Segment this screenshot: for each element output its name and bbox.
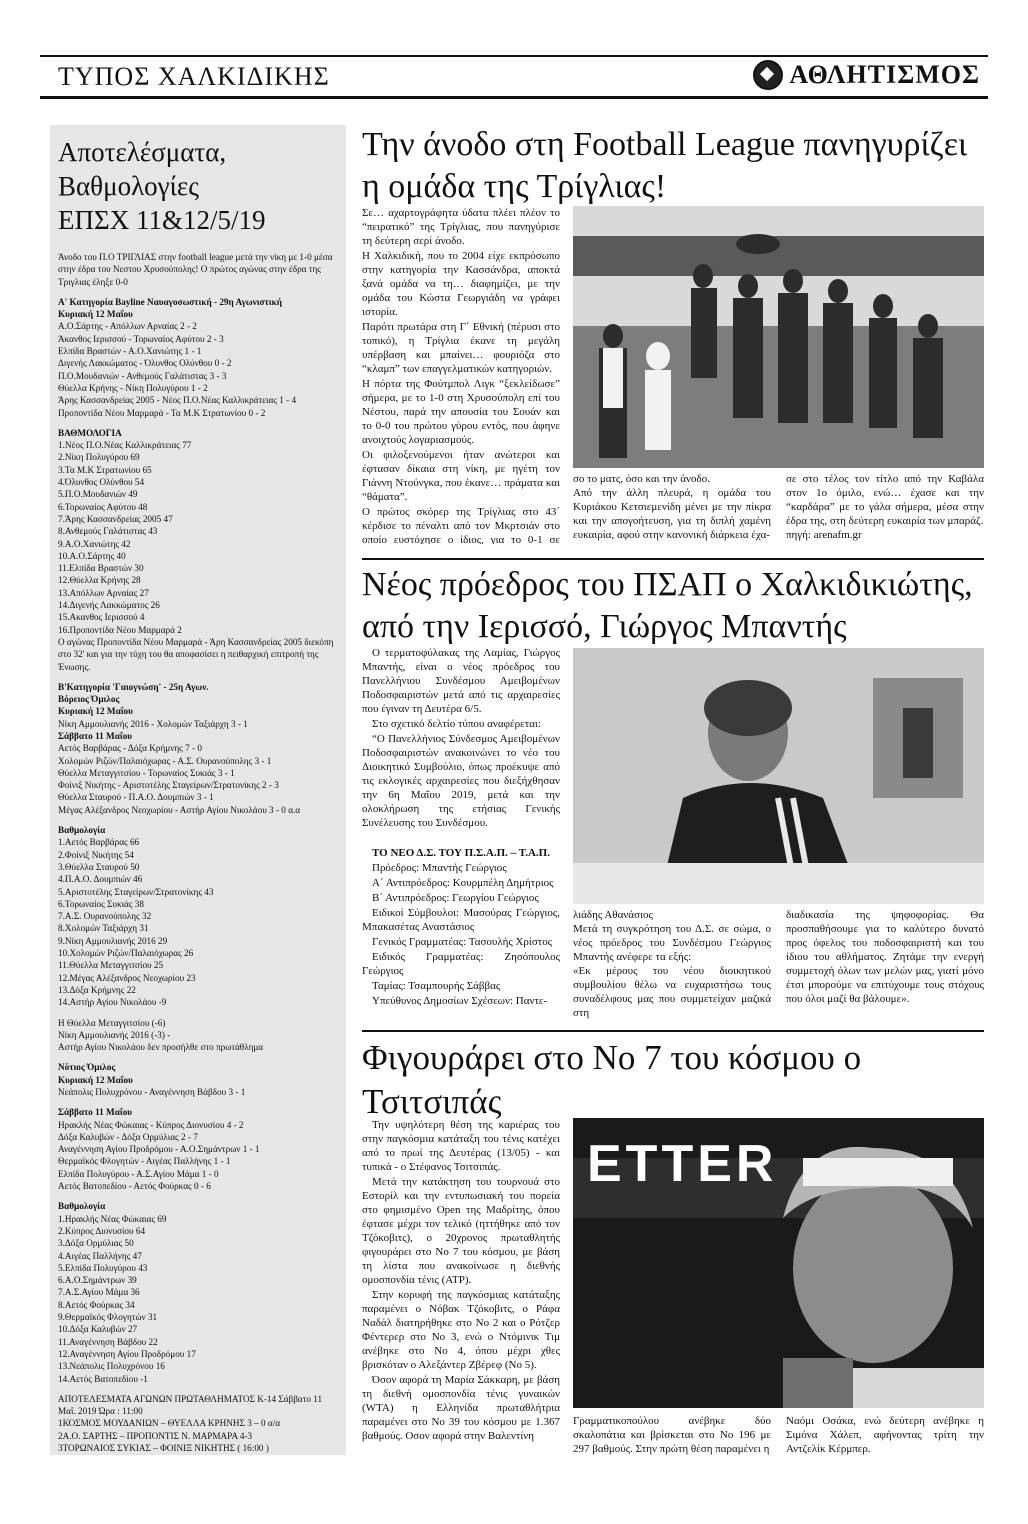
result-line: 6.Τορωναίος Αφύτου 48: [58, 501, 148, 512]
result-line: Ο αγώνας Προποντίδα Νέου Μαρμαρά - Άρη Κασσανδρείας 2005 διεκόπη στο 32' και για την τύχη του θα αποφασίσει η πειθαρχική επιτροπή της Ένωσης.: [58, 636, 334, 672]
result-line: Βαθμολογία: [58, 825, 106, 836]
result-line: 10.Χολομών Ριζών/Παλαιόχωρας 26: [58, 948, 194, 959]
article3-col2: Γραμματικοπούλου ανέβηκε δύο σκαλοπάτια και βρίσκεται στο Νο 196 με 297 βαθμούς. Στην πρώτη θέση παραμένει η: [573, 1415, 771, 1455]
result-line: Π.Ο.Μουδανιών - Ανθεμούς Γαλάτιστας 3 - 3: [58, 370, 227, 381]
section-title: [753, 60, 980, 90]
spacer: [58, 673, 340, 681]
results-list: [58, 251, 340, 1455]
trigia-celebration-photo: [573, 206, 984, 468]
result-line: 1.Ηρακλής Νέας Φώκαιας 69: [58, 1213, 167, 1224]
result-line: Αετός Βατοπεδίου - Αετός Φούρκας 0 - 6: [58, 1181, 211, 1192]
article-separator: [362, 558, 984, 560]
section-label: ΑΘΛΗΤΙΣΜΟΣ: [789, 60, 980, 89]
article2-headline: Νέος πρόεδρος του ΠΣΑΠ ο Χαλκιδικιώτης, από την Ιερισσό, Γιώργος Μπαντής: [362, 566, 973, 645]
result-line: 11.Ελπίδα Βραστών 30: [58, 563, 144, 574]
article2-col1: Ο τερματοφύλακας της Λαμίας, Γιώργος Μπαντής, είναι ο νέος πρόεδρος του Πανελλήνιου Συνδέσμου Αμειβομένων Ποδοσφαιριστών μετά από τις αρχαιρεσίες που έγιναν τη Δευτέρα 6/5. Στο σχετικό δελτίο τύπου αναφέρεται: “Ο Πανελλήνιος Σύνδεσμος Αμειβομένων Ποδοσφαιριστών ανακοινώνει το νέο του Διοικητικό Συμβούλιο, όπως προέκυψε από τις εκλογικές αρχαιρεσίες που διεξήχθησαν την 6η Μαΐου 2019, μετά και την ολοκλήρωση της ετήσιας Γενικής Συνέλευσης του Συνδέσμου. ΤΟ ΝΕΟ Δ.Σ. ΤΟΥ Π.Σ.Α.Π. – Τ.Α.Π. Πρόεδρος: Μπαντής Γεώργιος Α΄ Αντιπρόεδρος: Κουρμπέλη Δημήτριος Β΄ Αντιπρόεδρος: Γεωργίου Γεώργιος Ειδικοί Σύμβουλοι: Μασούρας Γεώργιος, Μπακασέτας Αναστάσιος Γενικός Γραμματέας: Τασουλής Χρίστος Ειδικός Γραμματέας: Ζησόπουλος Γεώργιος Ταμίας: Τσαμπουρής Σάββας Υπεύθυνος Δημοσίων Σχέσεων: Παντε-: [362, 647, 560, 1007]
result-line: 12.Μέγας Αλέξανδρος Νεοχωρίου 23: [58, 972, 196, 983]
result-line: 9.Θερμαϊκός Φλογητών 31: [58, 1312, 158, 1323]
spacer: [58, 816, 340, 824]
result-line: Αναγέννηση Αγίου Προδρόμου - Α.Ο.Σημάντρων 1 - 1: [58, 1144, 260, 1155]
result-line: Α' Κατηγορία Bayline Ναυαγοσωστική - 29η Αγωνιστική: [58, 296, 282, 307]
result-line: Διγενής Λακκώματος - Όλυνθος Ολύνθου 0 - 2: [58, 358, 232, 369]
celebration-image: [573, 206, 984, 468]
result-line: 7.Α.Σ. Ουρανούπολης 32: [58, 911, 152, 922]
tsitsipas-photo: [573, 1118, 984, 1408]
result-line: 14.Αστήρ Αγίου Νικολάου -9: [58, 997, 167, 1008]
spacer: [58, 419, 340, 427]
result-line: Νίκη Αμμουλιανής 2016 - Χολομών Ταξιάρχη 3 - 1: [58, 718, 248, 729]
result-line: 9.Α.Ο.Χανιώτης 42: [58, 538, 131, 549]
result-line: 11.Θύελλα Μεταγγιτσίου 25: [58, 960, 164, 971]
result-line: ΑΠΟΤΕΛΕΣΜΑΤΑ ΑΓΩΝΩΝ ΠΡΩΤΑΘΛΗΜΑΤΟΣ Κ-14 Σάββατο 11 Μαΐ. 2019 Ώρα : 11:00: [58, 1393, 323, 1417]
spacer: [58, 1009, 340, 1017]
result-line: Νεάπολις Πολυχρόνου - Αναγέννηση Βάβδου 3 - 1: [58, 1087, 246, 1097]
header-top-rule: [40, 55, 988, 57]
result-line: ΒΑΘΜΟΛΟΓΙΑ: [58, 427, 122, 438]
result-line: Σάββατο 11 Μαΐου: [58, 1107, 133, 1118]
result-line: Κυριακή 12 Μαΐου: [58, 309, 133, 320]
article3-col3: Ναόμι Οσάκα, ενώ δεύτερη ανέβηκε η Σιμόνα Χάλεπ, αφήνοντας τρίτη την Αντζελίκ Κέρμπερ.: [786, 1415, 984, 1455]
result-line: Κυριακή 12 Μαΐου: [58, 1074, 133, 1085]
result-line: 5.Π.Ο.Μουδανιών 49: [58, 489, 138, 500]
result-line: Θύελλα Κρήνης - Νίκη Πολυγύρου 1 - 2: [58, 382, 208, 393]
result-line: Νότιος Όμιλος: [58, 1062, 116, 1073]
result-line: 3.Θύελλα Σταυρού 50: [58, 861, 140, 872]
result-line: 4.Όλυνθος Ολύνθου 54: [58, 477, 145, 488]
result-line: 9.Νίκη Αμμουλιανής 2016 29: [58, 935, 168, 946]
result-line: Ελπίδα Βραστών - Α.Ο.Χανιώτης 1 - 1: [58, 346, 202, 357]
result-line: 7.Α.Σ.Αγίου Μάμα 36: [58, 1287, 140, 1298]
result-line: Ηρακλής Νέας Φώκαιας - Κύπρος Διονυσίου 4 - 2: [58, 1119, 244, 1130]
spacer: [58, 1098, 340, 1106]
result-line: 5.Αριστοτέλης Σταγείρων/Στρατονίκης 43: [58, 886, 214, 897]
header-bottom-rule: [40, 96, 988, 99]
result-line: Β'Κατηγορία 'Γαιογνώση' - 25η Αγων.: [58, 681, 209, 692]
result-line: Σάββατο 11 Μαΐου: [58, 730, 133, 741]
result-line: 4.Αιγέας Παλλήνης 47: [58, 1250, 142, 1261]
result-line: Θύελλα Μεταγγιτσίου - Τορωναίος Συκιάς 3 - 1: [58, 767, 235, 778]
result-line: Αετός Βαρβάρας - Δόξα Κρήμνης 7 - 0: [58, 743, 202, 754]
result-line: Μέγας Αλέξανδρος Νεοχωρίου - Αστήρ Αγίου Νικολάου 3 - 0 α.α: [58, 804, 301, 815]
article-separator: [362, 1030, 984, 1032]
result-line: Αστήρ Αγίου Νικολάου δεν προσήλθε στο πρωτάθλημα: [58, 1042, 264, 1053]
bantis-photo: [573, 648, 984, 904]
result-line: 3ΤΟΡΩΝΑΙΟΣ ΣΥΚΙΑΣ – ΦΟΙΝΙΞ ΝΙΚΗΤΗΣ ( 16:00 ): [58, 1443, 269, 1454]
spacer: [58, 1053, 340, 1061]
result-line: Δόξα Καλυβών - Δόξα Ορμύλιας 2 - 7: [58, 1131, 198, 1142]
result-line: Προποντίδα Νέου Μαρμαρά - Τα Μ.Κ Στρατωνίου 0 - 2: [58, 407, 266, 418]
result-line: 16.Προποντίδα Νέου Μαρμαρά 2: [58, 624, 182, 635]
result-line: 12.Θύελλα Κρήνης 28: [58, 575, 141, 586]
result-line: 10.Α.Ο.Σάρτης 40: [58, 550, 126, 561]
result-line: 2Α.Ο. ΣΑΡΤΗΣ – ΠΡΟΠΟΝΤΙΣ Ν. ΜΑΡΜΑΡΑ 4-3: [58, 1430, 253, 1441]
article3-col1: Την υψηλότερη θέση της καριέρας του στην παγκόσμια κατάταξη του τένις κατέχει από το πρωί της Δευτέρας (13/05) - και τυπικά - ο Στέφανος Τσιτσιπάς. Μετά την κατάκτηση του τουρνουά στο Εστορίλ και την εντυπωσιακή του πορεία στο φημισμένο Open της Μαδρίτης, όπου έφτασε μέχρι τον τελικό (ηττήθηκε από τον Τζόκοβιτς), ο 20χρονος πρωταθλητής φιγουράρει στο Νο 7 του κόσμου, με βάση τη λίστα που ανακοίνωσε η διεθνής ομοσπονδία τένις (ATP). Στην κορυφή της παγκόσμιας κατάταξης παραμένει ο Νόβακ Τζόκοβιτς, ο Ράφα Ναδάλ διατηρήθηκε στο Νο 2 και ο Ρότζερ Φέντερερ στο Νο 3, ενώ ο Ντόμινικ Τιμ ανέβηκε στο Νο 4, όπου μέχρι χθες βρισκόταν ο Αλεξάντερ Ζβέρεφ (Νο 5). Όσον αφορά τη Μαρία Σάκκαρη, με βάση τη διεθνή ομοσπονδία τένις γυναικών (WTA) η Ελληνίδα πρωταθλήτρια παραμένει στο Νο 39 του κόσμου με 1.367 βαθμούς. Οσον αφορά στην Βαλεντίνη: [362, 1119, 560, 1442]
result-line: 8.Αετός Φούρκας 34: [58, 1299, 135, 1310]
result-line: 15.Ακανθος Ιερισσού 4: [58, 612, 145, 623]
sidebar-title: Αποτελέσματα, Βαθμολογίες ΕΠΣΧ 11&12/5/19: [58, 137, 266, 235]
result-line: Θερμαϊκός Φλογητών - Αιγέας Παλλήνης 1 - 1: [58, 1156, 231, 1167]
result-line: 10.Δόξα Καλυβών 27: [58, 1324, 138, 1335]
result-line: Χολομών Ριζών/Παλαιόχωρας - Α.Σ. Ουρανούπολης 3 - 1: [58, 755, 272, 766]
result-line: 11.Αναγέννηση Βάβδου 22: [58, 1336, 158, 1347]
result-line: Άνοδο του Π.Ο ΤΡΙΓΛΙΑΣ στην football league μετά την νίκη με 1-0 μέσα στην έδρα του Νεστου Χρυσούπολης! Ο πρώτος αγώνας στην έδρα της Τριγλιας έληξε 0-0: [58, 252, 333, 287]
result-line: 2.Φοίνιξ Νικήτης 54: [58, 849, 134, 860]
article1-col3: σε στο τέλος τον τίτλο από την Καβάλα στον 1ο όμιλο, ενώ… έχασε και την “καρδάρα” με το γάλα σήμερα, μέσα στην έδρα της, στη δεύτερη ευκαιρία των μπαράζ. πηγή: arenafm.gr: [786, 473, 984, 541]
result-line: 14.Αετός Βατοπεδίου -1: [58, 1373, 148, 1384]
banner-text: ETTER: [587, 1135, 778, 1193]
result-line: 2.Κύπρος Διονυσίου 64: [58, 1225, 146, 1236]
result-line: 5.Ελπίδα Πολυγύρου 43: [58, 1262, 148, 1273]
result-line: 6.Α.Ο.Σημάντρων 39: [58, 1275, 137, 1286]
spacer: [58, 1192, 340, 1200]
result-line: Κυριακή 12 Μαΐου: [58, 706, 133, 717]
results-sidebar: [50, 125, 346, 1455]
result-line: 4.Π.Α.Ο. Δουμπιών 46: [58, 874, 143, 885]
result-line: [58, 1454, 340, 1455]
spacer: [58, 288, 340, 296]
result-line: 8.Ανθεμούς Γαλάτιστας 43: [58, 526, 158, 537]
article1-headline: Την άνοδο στη Football League πανηγυρίζει η ομάδα της Τρίγλιας!: [362, 126, 968, 205]
spacer: [58, 1385, 340, 1393]
result-line: 1.Νέος Π.Ο.Νέας Καλλικράτειας 77: [58, 440, 192, 451]
article2-col3: διαδικασία της ψηφοφορίας. Θα προσπαθήσουμε για το καλύτερο δυνατό προς όφελος του ποδοσφαιριστή και του ίδιου του αθλήματος. Ζητάμε την ενεργή συμμετοχή όλων των μελών μας, γιατί μόνο έτσι μπορούμε να επιτύχουμε τους στόχους που όλοι μαζί θα βάλουμε».: [786, 909, 984, 1005]
result-line: Νίκη Αμμουλιανής 2016 (-3) -: [58, 1029, 171, 1040]
result-line: 14.Διγενής Λακκώματος 26: [58, 600, 160, 611]
result-line: Βαθμολογία: [58, 1201, 106, 1212]
article2-col2: λιάδης Αθανάσιος Μετά τη συγκρότηση του Δ.Σ. σε σώμα, ο νέος πρόεδρος του Συνδέσμου Γεώργιος Μπαντής ανέφερε τα εξής: «Εκ μέρους του νέου διοικητικού συμβουλίου θέλω να ευχαριστήσω τους συναδέλφους μας που συμμετείχαν μαζικά στη: [573, 909, 771, 1019]
result-line: 1.Αετός Βαρβάρας 66: [58, 837, 140, 848]
result-line: 3.Δόξα Ορμύλιας 50: [58, 1238, 134, 1249]
paper-name: ΤΥΠΟΣ ΧΑΛΚΙΔΙΚΗΣ: [58, 62, 330, 91]
result-line: Θύελλα Σταυρού - Π.Α.Ο. Δουμπιών 3 - 1: [58, 792, 214, 803]
result-line: 7.Άρης Κασσανδρείας 2005 47: [58, 513, 173, 524]
result-line: 13.Νεάπολις Πολυχρόνου 16: [58, 1361, 165, 1372]
result-line: 2.Νίκη Πολυγύρου 69: [58, 452, 140, 463]
article3-headline: Φιγουράρει στο Νο 7 του κόσμου ο Τσιτσιπάς: [362, 1038, 862, 1121]
result-line: 6.Τορωναίος Συκιάς 38: [58, 898, 144, 909]
result-line: 3.Τα Μ.Κ Στρατωνίου 65: [58, 464, 152, 475]
result-line: Ελπίδα Πολυγύρου - Α.Σ.Αγίου Μάμα 1 - 0: [58, 1168, 219, 1179]
result-line: Βόρειος Όμιλος: [58, 694, 120, 705]
football-icon: [753, 60, 783, 90]
result-line: Άρης Κασσανδρείας 2005 - Νέος Π.Ο.Νέας Καλλικράτειας 1 - 4: [58, 395, 297, 406]
result-line: 8.Χολομών Ταξιάρχη 31: [58, 923, 149, 934]
result-line: Άκανθος Ιερισσού - Τορωναίος Αφύτου 2 - 3: [58, 333, 224, 344]
result-line: Α.Ο.Σάρτης - Απόλλων Αρναίας 2 - 2: [58, 321, 197, 332]
result-line: 13.Δόξα Κρήμνης 22: [58, 984, 136, 995]
result-line: 13.Απόλλων Αρναίας 27: [58, 587, 149, 598]
article1-col1: Σε… αχαρτογράφητα ύδατα πλέει πλέον το “πειρατικό” της Τρίγλιας, που πανηγύρισε τη δεύτερη σερί άνοδο. Η Χαλκιδική, που το 2004 είχε εκπρόσωπο στην κατηγορία την Κασσάνδρα, αποκτά ξανά ομάδα να τη… διαφημίζει, με την ομάδα του Κώστα Γεωργιάδη να γράφει ιστορία. Παρότι πρωτάρα στη Γ΄ Εθνική (πέρυσι στο τοπικό), η Τρίγλια έκανε τη μεγάλη υπέρβαση και μπαίνει… φουριόζα στο “κλαμπ” των επαγγελματικών κατηγοριών. Η πόρτα της Φούτμπολ Λιγκ “ξεκλείδωσε” σήμερα, με το 1-0 στη Χρυσούπολη επί του Νέστου, παρά την απουσία του Σουάν και το 0-0 του πρώτου γύρου εντός, που άφηνε ανοιχτούς λογαριασμούς. Οι φιλοξενούμενοι ήταν ανώτεροι και έφτασαν δίκαια στη νίκη, με ηγέτη τον Γιάννη Ντούνγκα, που έκανε… πράματα και “θάματα”. Ο πρώτος σκόρερ της Τρίγλιας στο 43΄ κέρδισε το πέναλτι από τον Μκρτσιάν στο οποίο ευστόχησε ο ίδιος, για το 0-1 σε: [362, 207, 560, 544]
article1-col2: σο το ματς, όσο και την άνοδο. Από την άλλη πλευρά, η ομάδα του Κυριάκου Κετσιεμενίδη μένει με την πίκρα και την απογοήτευση, για τη διπλή χαμένη ευκαιρία, αφού στην κανονική διάρκεια έχα-: [573, 473, 771, 541]
result-line: 1ΚΟΣΜΟΣ ΜΟΥΔΑΝΙΩΝ – ΘΥΕΛΛΑ ΚΡΗΝΗΣ 3 – 0 α/α: [58, 1418, 281, 1429]
result-line: Η Θύελλα Μεταγγιτσίου (-6): [58, 1017, 166, 1028]
bantis-image: [573, 648, 984, 904]
result-line: 12.Αναγέννηση Αγίου Προδρόμου 17: [58, 1348, 196, 1359]
result-line: Φοίνιξ Νικήτης - Αριστοτέλης Σταγείρων/Στρατονίκης 2 - 3: [58, 780, 279, 791]
